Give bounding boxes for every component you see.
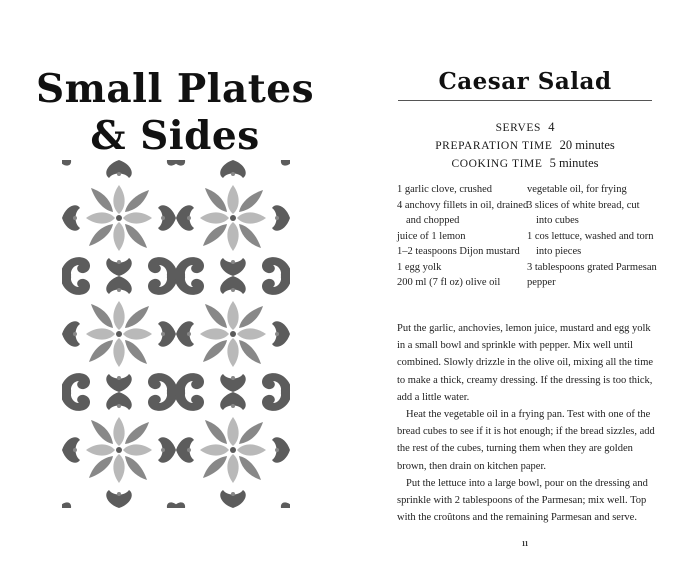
prep-time-label: PREPARATION TIME [435,140,553,152]
method-paragraph: Put the garlic, anchovies, lemon juice, mustard and egg yolk in a small bowl and sprinkle with pepper. Mix well until combined. Slowly drizzle in the olive oil, mixing all the time to make a thick, creamy dressing. If the dressing is too thick, add a little water. [397,323,654,403]
ingredient-item: 1 garlic clove, crushed [397,184,493,195]
serves-label: SERVES [495,122,542,134]
method-paragraph: Heat the vegetable oil in a frying pan. Test with one of the bread cubes to see if it is hot enough; if the bread sizzles, add the rest of the cubes, turning them when they are golden brown, then drain on kitchen paper. [397,409,655,472]
method-text [397,320,655,526]
pattern-tile [62,373,178,508]
ingredient-item: 1 egg yolk [397,261,442,273]
pattern-tile [174,160,290,295]
pattern-tile [62,160,178,295]
ingredient-item: juice of 1 lemon [397,230,466,242]
cook-time-value: 5 minutes [549,156,599,170]
ingredient-item: 3 slices of white bread, cut into cubes [527,199,640,226]
pattern-tiles [62,160,290,508]
serves-row [398,119,652,137]
page-number: 11 [521,540,529,548]
method-paragraph: Put the lettuce into a large bowl, pour on the dressing and sprinkle with 2 tablespoons of the Parmesan; mix well. Top with the croûtons and the remaining Parmesan and serve. [397,477,648,524]
recipe-title: Caesar Salad [438,68,612,95]
ingredient-item: pepper [527,277,556,288]
recipe-meta [398,119,652,173]
ingredients-column-right [527,182,657,291]
pattern-tile [174,373,290,508]
serves-value: 4 [548,120,555,134]
ingredients-column-left [397,182,529,291]
cook-time-label: COOKING TIME [451,158,543,170]
ingredient-item: 1–2 teaspoons Dijon mustard [397,246,520,257]
title-divider [398,100,652,101]
ingredient-item: 3 tablespoons grated Parmesan [527,261,657,273]
section-title: Small Plates & Sides [35,66,315,159]
ingredient-item: vegetable oil, for frying [527,184,627,195]
ingredient-item: 200 ml (7 fl oz) olive oil [397,277,501,288]
tile-pattern [62,160,290,508]
prep-time-row [398,137,652,155]
prep-time-value: 20 minutes [559,138,615,152]
ingredient-item: 1 cos lettuce, washed and torn into pieces [527,230,654,257]
right-page [350,0,700,561]
ingredient-item: 4 anchovy fillets in oil, drained and chopped [397,199,529,226]
cook-time-row [398,155,652,173]
